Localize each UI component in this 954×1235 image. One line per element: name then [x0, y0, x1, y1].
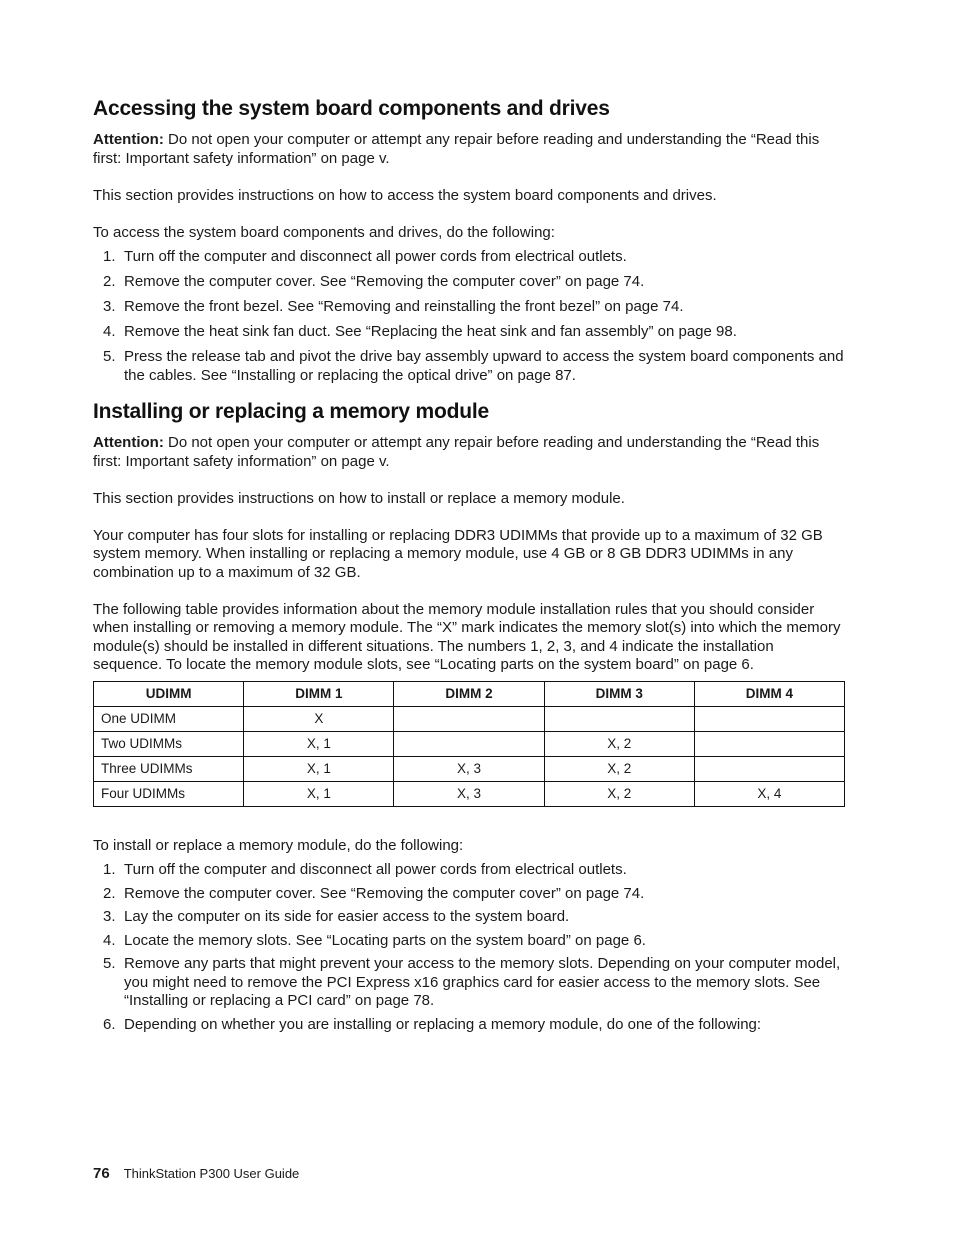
capacity-paragraph: Your computer has four slots for installing or replacing DDR3 UDIMMs that provide up to a maximum of 32 GB system memory. When installing or replacing a memory module, use 4 GB or 8 GB DDR3 UDIMMs in any combination up to a maximum of 32 GB.	[93, 526, 823, 581]
steps-list	[93, 861, 845, 1034]
table-row	[94, 731, 845, 756]
list-item: 5. Press the release tab and pivot the drive bay assembly upward to access the system board components and the cables. See “Installing or replacing the optical drive” on page 87.	[103, 348, 844, 384]
list-item: 4. Locate the memory slots. See “Locating parts on the system board” on page 6.	[103, 931, 646, 949]
attention-text: Do not open your computer or attempt any repair before reading and understanding the “Read this first: Important safety information” on page v.	[93, 131, 820, 167]
list-item: 6. Depending on whether you are installing or replacing a memory module, do one of the following:	[103, 1015, 762, 1033]
attention-label: Attention:	[93, 131, 164, 148]
section-intro: This section provides instructions on how to access the system board components and drives.	[93, 186, 717, 204]
table-cell: X, 3	[394, 781, 544, 806]
page-number: 76	[93, 1165, 110, 1182]
attention-note	[93, 434, 845, 471]
table-cell	[544, 706, 694, 731]
table-cell: One UDIMM	[94, 706, 244, 731]
section-intro: This section provides instructions on how to install or replace a memory module.	[93, 489, 625, 507]
table-cell: X	[244, 706, 394, 731]
table-cell	[394, 731, 544, 756]
table-cell	[694, 706, 844, 731]
table-cell	[394, 706, 544, 731]
memory-rules-table	[93, 681, 845, 807]
steps-lead: To access the system board components and drives, do the following:	[93, 223, 555, 241]
attention-text: Do not open your computer or attempt any repair before reading and understanding the “Read this first: Important safety information” on page v.	[93, 434, 820, 470]
column-header: DIMM 4	[694, 681, 844, 706]
table-row	[94, 706, 845, 731]
section-title-memory: Installing or replacing a memory module	[93, 400, 489, 423]
table-cell: Two UDIMMs	[94, 731, 244, 756]
table-row	[94, 756, 845, 781]
table-cell: X, 4	[694, 781, 844, 806]
table-cell: X, 1	[244, 731, 394, 756]
table-cell: X, 3	[394, 756, 544, 781]
table-cell: X, 2	[544, 731, 694, 756]
steps-list	[93, 248, 845, 385]
guide-title: ThinkStation P300 User Guide	[123, 1166, 300, 1181]
column-header: UDIMM	[94, 681, 244, 706]
table-cell: X, 2	[544, 756, 694, 781]
table-intro: The following table provides information about the memory module installation rules that you should consider when installing or removing a memory module. The “X” mark indicates the memory slot(s) into which the memory module(s) should be installed in different situations. The numbers 1, 2, 3, and 4 indicate the installation sequence. To locate the memory module slots, see “Locating parts on the system board” on page 6.	[93, 600, 841, 673]
column-header: DIMM 1	[244, 681, 394, 706]
list-item: 3. Lay the computer on its side for easier access to the system board.	[103, 908, 570, 925]
column-header: DIMM 3	[544, 681, 694, 706]
list-item: 4. Remove the heat sink fan duct. See “Replacing the heat sink and fan assembly” on page 98.	[103, 323, 737, 340]
column-header: DIMM 2	[394, 681, 544, 706]
section-title-access: Accessing the system board components and drives	[93, 97, 610, 120]
list-item: 2. Remove the computer cover. See “Removing the computer cover” on page 74.	[103, 884, 645, 902]
table-cell: X, 1	[244, 756, 394, 781]
attention-note	[93, 131, 845, 168]
table-cell: X, 1	[244, 781, 394, 806]
attention-label: Attention:	[93, 434, 164, 451]
document-page	[93, 96, 845, 1039]
list-item: 1. Turn off the computer and disconnect all power cords from electrical outlets.	[103, 861, 627, 878]
list-item: 2. Remove the computer cover. See “Removing the computer cover” on page 74.	[103, 273, 645, 290]
table-cell: Four UDIMMs	[94, 781, 244, 806]
list-item: 3. Remove the front bezel. See “Removing and reinstalling the front bezel” on page 74.	[103, 298, 684, 315]
memory-section	[93, 399, 845, 1034]
list-item: 1. Turn off the computer and disconnect all power cords from electrical outlets.	[103, 248, 627, 265]
list-item: 5. Remove any parts that might prevent your access to the memory slots. Depending on your computer model, you might need to remove the PCI Express x16 graphics card for easier access to the memory slots. See “Installing or replacing a PCI card” on page 78.	[103, 955, 841, 1009]
table-cell	[694, 756, 844, 781]
table-row	[94, 781, 845, 806]
steps-lead: To install or replace a memory module, do the following:	[93, 836, 464, 854]
table-cell	[694, 731, 844, 756]
table-cell: X, 2	[544, 781, 694, 806]
page-footer	[93, 1165, 299, 1182]
table-cell: Three UDIMMs	[94, 756, 244, 781]
table-header-row	[94, 681, 845, 706]
